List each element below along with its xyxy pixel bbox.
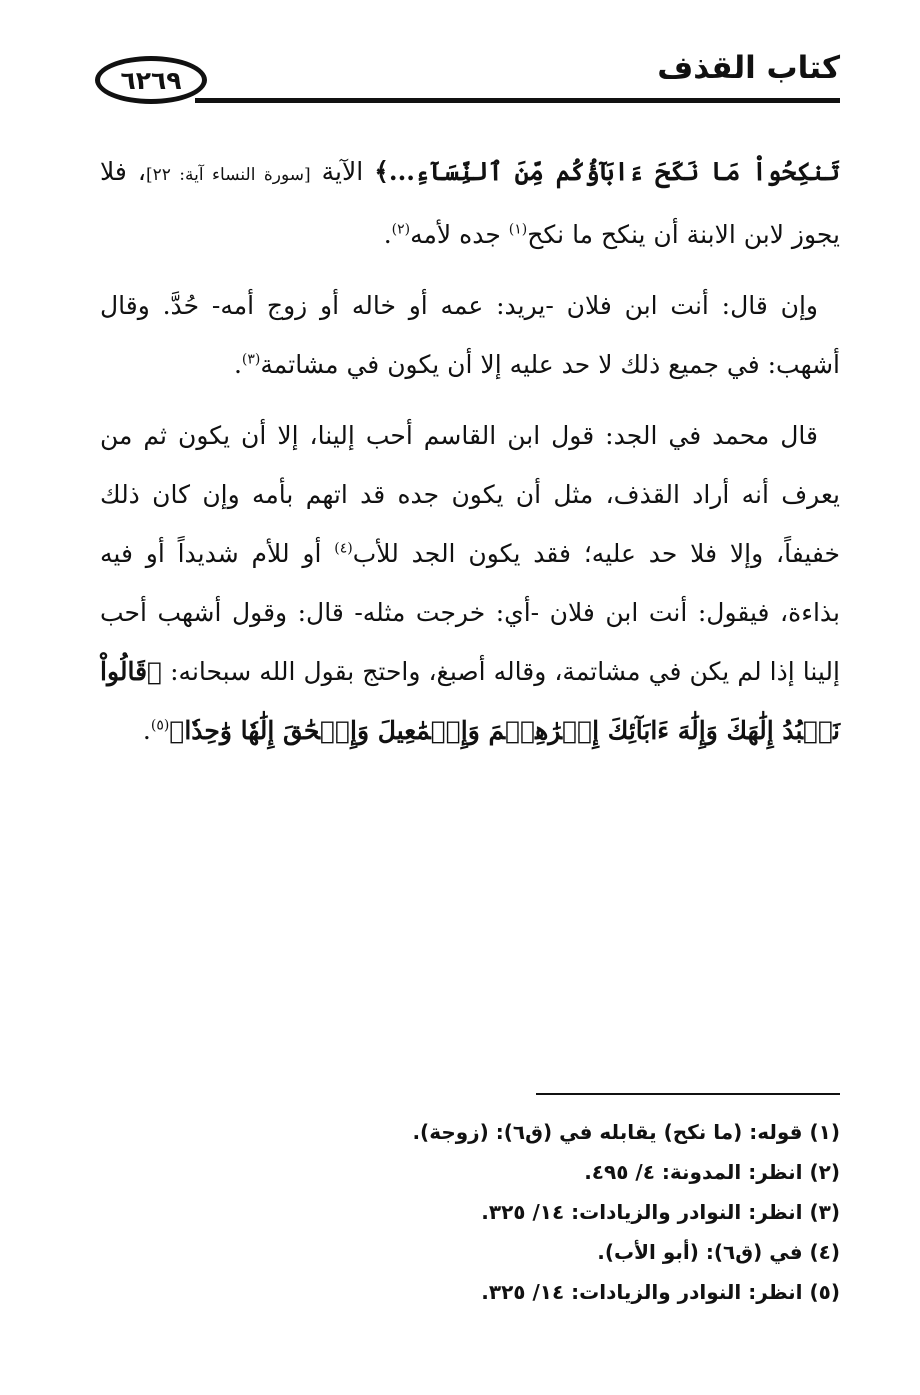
paragraph-text: أو للأم شديداً أو فيه بذاءة، فيقول: أنت ابن فلان -أي: خرجت مثله- قال: وقول أشهب أحب إلينا إذا لم يكن في مشاتمة، وقاله أصبغ، واحتج بقول الله سبحانه:: [100, 539, 840, 686]
verse-reference: [سورة النساء آية: ٢٢]: [145, 165, 311, 185]
page-number: ٦٢٦٩: [95, 56, 207, 104]
main-text: [100, 142, 840, 772]
paragraph-text: .: [233, 350, 242, 379]
footnote-marker: (٣): [241, 351, 261, 368]
paragraph-text: .: [383, 220, 392, 249]
footnote-item: (٢) انظر: المدونة: ٤/ ٤٩٥.: [584, 1160, 840, 1184]
footnote-item: (٥) انظر: النوادر والزيادات: ١٤/ ٣٢٥.: [481, 1280, 840, 1304]
paragraph-text: جده لأمه: [410, 220, 509, 249]
footnote-item: (٣) انظر: النوادر والزيادات: ١٤/ ٣٢٥.: [481, 1200, 840, 1224]
paragraph-text: قال محمد في الجد: قول ابن القاسم أحب إلينا، إلا أن يكون ثم من يعرف أنه أراد القذف، مثل أن يكون جده قد اتهم بأمه وإن كان ذلك خفيفاً، وإلا فلا حد عليه؛ فقد يكون الجد للأب: [100, 421, 840, 568]
paragraph-2: [100, 276, 840, 394]
page-header: [95, 48, 840, 118]
footnote-marker: (٥): [150, 717, 170, 734]
book-title: كتاب القذف: [657, 50, 840, 86]
footnote-marker: (١): [508, 221, 528, 238]
quran-verse: تَنكِحُواْ مَا نَكَحَ ءَابَآؤُكُم مِّنَ ٱلنِّسَآءِ...﴾: [374, 157, 840, 186]
paragraph-1: [100, 142, 840, 264]
header-rule: [195, 98, 840, 103]
paragraph-text: وإن قال: أنت ابن فلان -يريد: عمه أو خاله أو زوج أمه- حُدَّ. وقال أشهب: في جميع ذلك لا حد عليه إلا أن يكون في مشاتمة: [100, 291, 840, 379]
verse-ref-prefix: الآية: [310, 157, 375, 186]
footnote-separator: [536, 1093, 840, 1095]
footnotes: [300, 1112, 840, 1312]
footnote-item: (٤) في (ق٦): (أبو الأب).: [597, 1240, 840, 1264]
footnote-item: (١) قوله: (ما نكح) يقابله في (ق٦): (زوجة).: [412, 1120, 840, 1144]
paragraph-text: .: [142, 716, 151, 745]
paragraph-3: [100, 406, 840, 760]
footnote-marker: (٤): [334, 540, 353, 557]
paragraph-text: ، فلا يجوز لابن الابنة أن ينكح ما نكح: [100, 157, 840, 249]
footnote-marker: (٢): [391, 221, 411, 238]
quran-verse: ﴿قَالُواْ نَعۡبُدُ إِلَٰهَكَ وَإِلَٰهَ ءَابَآئِكَ إِبۡرَٰهِـۧمَ وَإِسۡمَٰعِيلَ وَإِسۡحَٰقَ إِلَٰهٗا وَٰحِدٗا﴾: [100, 657, 840, 745]
